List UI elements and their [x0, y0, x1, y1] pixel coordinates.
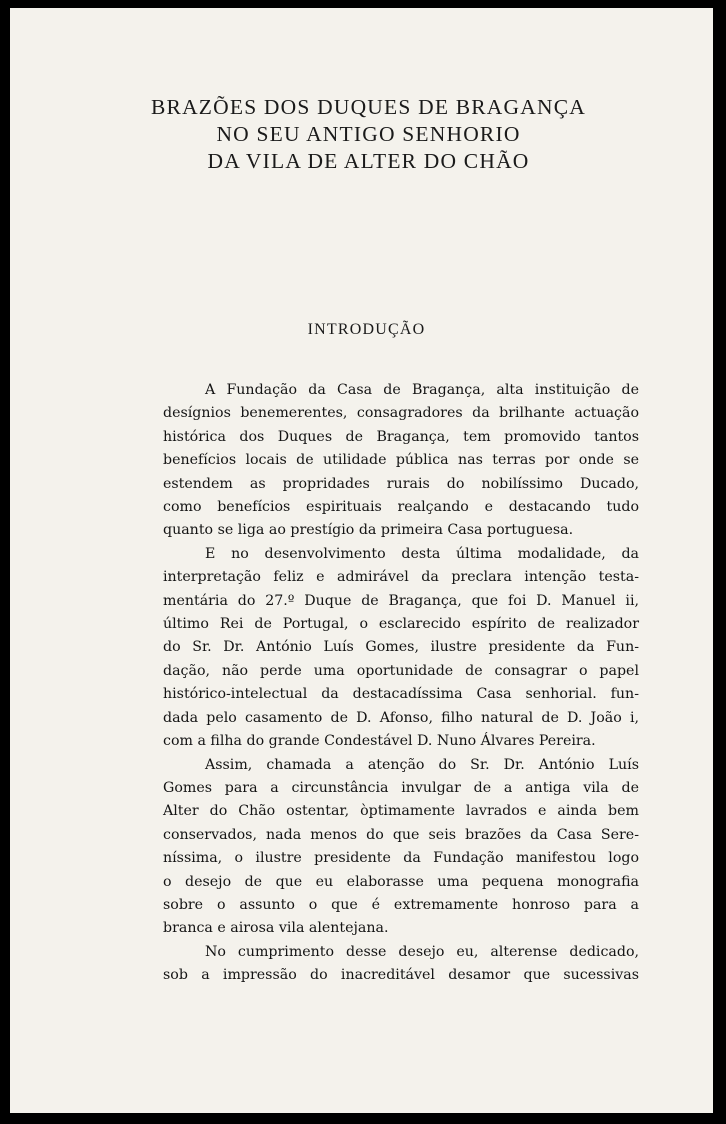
paragraph-line: sob a impressão do inacreditável desamor que sucessivas: [163, 967, 639, 984]
body-text: [163, 379, 639, 988]
paragraph-line: sobre o assunto o que é extremamente honroso para a: [163, 896, 639, 913]
paragraph-line: branca e airosa vila alentejana.: [163, 920, 389, 937]
document-title: [10, 94, 713, 175]
paragraph-line: o desejo de que eu elaborasse uma pequena monografia: [163, 873, 639, 890]
paragraph-line: último Rei de Portugal, o esclarecido espírito de realizador: [163, 616, 639, 633]
title-line: NO SEU ANTIGO SENHORIO: [216, 122, 521, 146]
paragraph-line: No cumprimento desse desejo eu, alterense dedicado,: [205, 943, 639, 960]
paragraph-line: níssima, o ilustre presidente da Fundação manifestou logo: [163, 850, 639, 867]
paragraph-line: E no desenvolvimento desta última modalidade, da: [205, 545, 639, 562]
document-page: [10, 8, 713, 1113]
section-heading: INTRODUÇÃO: [307, 321, 426, 338]
paragraph-line: Gomes para a circunstância invulgar de a antiga vila de: [163, 779, 639, 796]
paragraph-line: conservados, nada menos do que seis brazões da Casa Sere-: [163, 826, 639, 843]
paragraph-line: estendem as propridades rurais do nobilíssimo Ducado,: [163, 475, 639, 492]
paragraph-line: como benefícios espirituais realçando e destacando tudo: [163, 499, 639, 516]
title-line: BRAZÕES DOS DUQUES DE BRAGANÇA: [151, 95, 586, 119]
paragraph-line: quanto se liga ao prestígio da primeira Casa portuguesa.: [163, 522, 574, 539]
paragraph-line: benefícios locais de utilidade pública nas terras por onde se: [163, 452, 639, 469]
title-line: DA VILA DE ALTER DO CHÃO: [207, 149, 530, 173]
paragraph-line: desígnios benemerentes, consagradores da brilhante actuação: [163, 405, 639, 422]
paragraph-line: histórico-intelectual da destacadíssima Casa senhorial. fun-: [163, 686, 639, 703]
paragraph-line: dação, não perde uma oportunidade de consagrar o papel: [163, 662, 639, 679]
paragraph-line: mentária do 27.º Duque de Bragança, que foi D. Manuel ii,: [163, 592, 639, 609]
paragraph-line: Alter do Chão ostentar, òptimamente lavrados e ainda bem: [163, 803, 639, 820]
paragraph-line: dada pelo casamento de D. Afonso, filho natural de D. João i,: [163, 709, 639, 726]
scan-border: [713, 0, 726, 1124]
paragraph-line: interpretação feliz e admirável da preclara intenção testa-: [163, 569, 639, 586]
paragraph-line: do Sr. Dr. António Luís Gomes, ilustre presidente da Fun-: [163, 639, 639, 656]
paragraph-line: A Fundação da Casa de Bragança, alta instituição de: [205, 382, 639, 398]
paragraph-line: com a filha do grande Condestável D. Nuno Álvares Pereira.: [163, 733, 596, 750]
paragraph-line: histórica dos Duques de Bragança, tem promovido tantos: [163, 428, 639, 445]
paragraph-line: Assim, chamada a atenção do Sr. Dr. António Luís: [205, 756, 639, 773]
